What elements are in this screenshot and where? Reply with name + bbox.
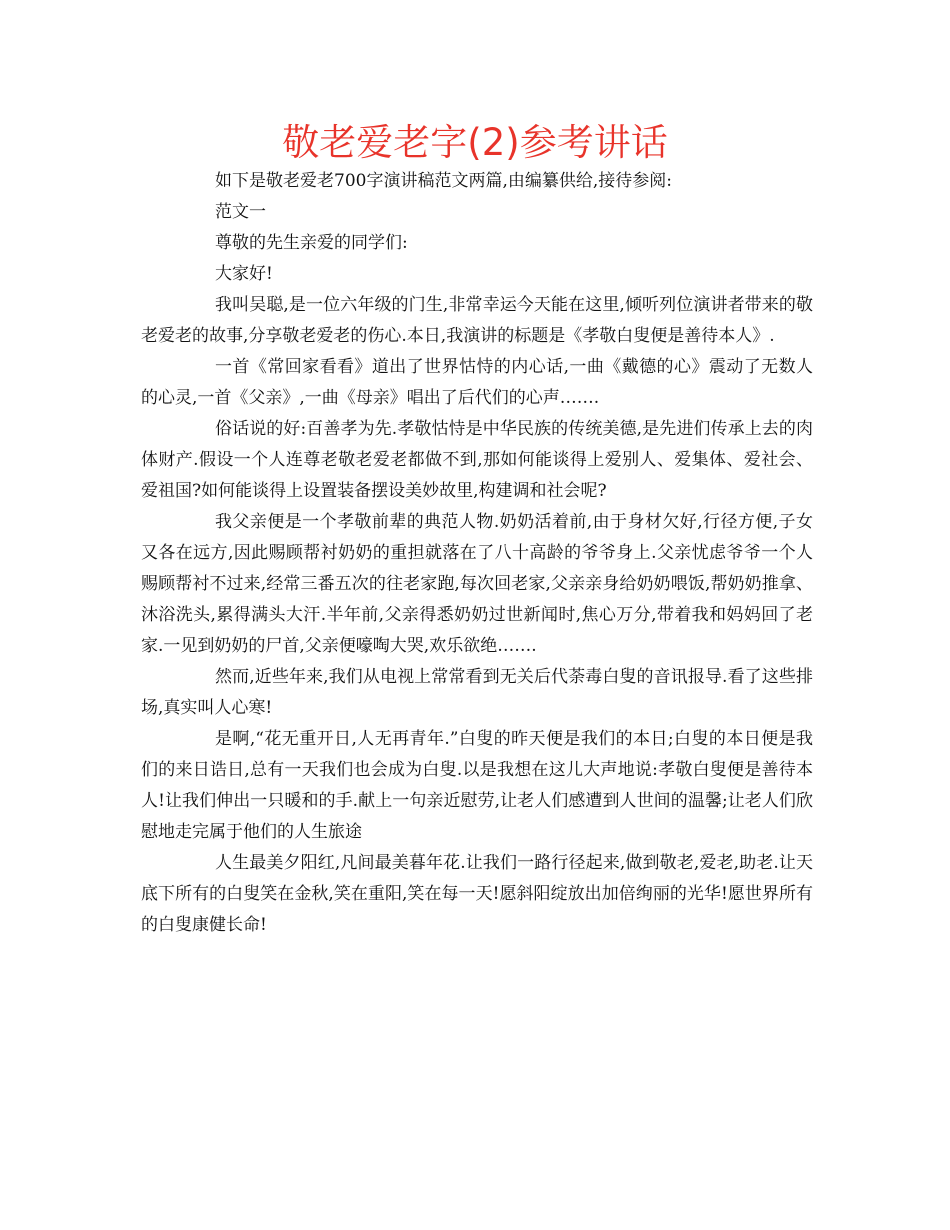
body-paragraph: 我父亲便是一个孝敬前辈的典范人物.奶奶活着前,由于身材欠好,行径方便,子女又各在远方,因此赐顾帮衬奶奶的重担就落在了八十高龄的爷爷身上.父亲忧虑爷爷一个人赐顾帮衬不过来,经常三番五次的往老家跑,每次回老家,父亲亲身给奶奶喂饭,帮奶奶推拿、沐浴洗头,累得满头大汗.半年前,父亲得悉奶奶过世新闻时,焦心万分,带着我和妈妈回了老家.一见到奶奶的尸首,父亲便嚎啕大哭,欢乐欲绝……. <box>141 512 813 656</box>
body-paragraph: 是啊,“花无重开日,人无再青年.”白叟的昨天便是我们的本日;白叟的本日便是我们的来日诰日,总有一天我们也会成为白叟.以是我想在这儿大声地说:孝敬白叟便是善待本人!让我们伸出一只暖和的手.献上一句亲近慰劳,让老人们感遭到人世间的温馨;让老人们欣慰地走完属于他们的人生旅途 <box>141 729 813 842</box>
body-paragraph: 我叫吴聪,是一位六年级的门生,非常幸运今天能在这里,倾听列位演讲者带来的敬老爱老的故事,分享敬老爱老的伤心.本日,我演讲的标题是《孝敬白叟便是善待本人》. <box>141 295 813 346</box>
sample-heading: 范文一 <box>215 202 266 222</box>
salutation: 尊敬的先生亲爱的同学们: <box>215 233 408 253</box>
body-paragraph: 俗话说的好:百善孝为先.孝敬怙恃是中华民族的传统美德,是先进们传承上去的肉体财产.假设一个人连尊老敬老爱老都做不到,那如何能谈得上爱别人、爱集体、爱社会、爱祖国?如何能谈得上设置装备摆设美妙故里,构建调和社会呢? <box>141 419 813 501</box>
greeting: 大家好! <box>215 264 273 284</box>
document-body <box>141 166 813 941</box>
closing-paragraph: 人生最美夕阳红,凡间最美暮年花.让我们一路行径起来,做到敬老,爱老,助老.让天底下所有的白叟笑在金秋,笑在重阳,笑在每一天!愿斜阳绽放出加倍绚丽的光华!愿世界所有的白叟康健长命! <box>141 853 813 935</box>
document-title: 敬老爱老字(2)参考讲话 <box>282 121 668 164</box>
body-paragraph: 然而,近些年来,我们从电视上常常看到无关后代荼毒白叟的音讯报导.看了这些排场,真实叫人心寒! <box>141 667 813 718</box>
body-paragraph: 一首《常回家看看》道出了世界怙恃的内心话,一曲《戴德的心》震动了无数人的心灵,一首《父亲》,一曲《母亲》唱出了后代们的心声……. <box>141 357 813 408</box>
intro-paragraph: 如下是敬老爱老700字演讲稿范文两篇,由编纂供给,接待参阅: <box>215 171 672 191</box>
